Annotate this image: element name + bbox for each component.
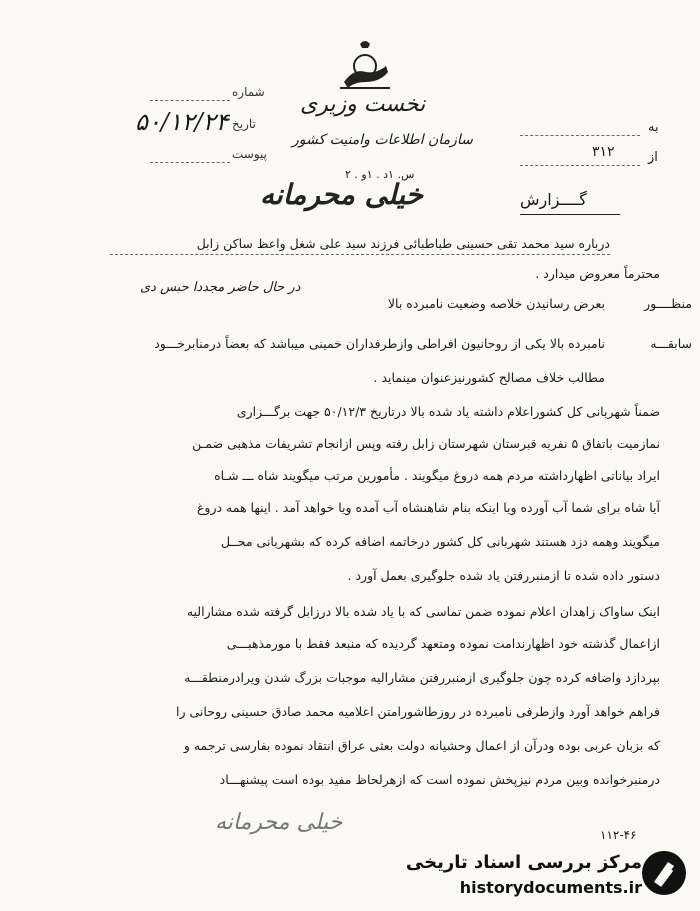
footer-org-name: مرکز بررسی اسناد تاریخی	[405, 852, 642, 873]
from-label: از	[648, 150, 658, 165]
classification-stamp: خیلی محرمانه	[260, 178, 423, 211]
to-label: به	[648, 120, 659, 135]
date-value: ۵۰/۱۲/۲۴	[135, 108, 229, 136]
history-label: سابقـــه	[650, 336, 692, 351]
number-line	[150, 100, 230, 101]
paragraph-line-12: درمنبرخوانده وبین مردم نیزپخش نموده است که ازهرلحاظ مفید بوده است پیشنهـــاد	[219, 772, 660, 787]
page-reference: ۱۱۲-۴۶	[600, 828, 637, 842]
greeting: محترماً معروض میدارد .	[535, 266, 660, 281]
purpose-text: بعرض رسانیدن خلاصه وضعیت نامبرده بالا	[387, 296, 605, 311]
paragraph-line-8: ازاعمال گذشته خود اظهارندامت نموده ومتعهد گردیده که منبعد فقط با مورمذهبـــی	[226, 636, 660, 651]
handwritten-margin-note: در حال حاضر مجددا حبس دی	[140, 280, 301, 295]
classification-stamp-bottom: خیلی محرمانه	[215, 810, 343, 835]
lion-and-sun-emblem-icon	[330, 38, 400, 96]
paragraph-line-9: بپردازد واضافه کرده چون جلوگیری ازمنبررفتن مشارالیه موجبات بزرگ شدن ویرادرمنطقـــه	[184, 670, 660, 685]
paragraph-line-10: فراهم خواهد آورد وازطرفی نامبرده در روزطاشورامتن اعلامیه محمد صادق حسینی روحانی را	[176, 704, 660, 719]
paragraph-line-6: دستور داده شده تا ازمنبررفتن یاد شده جلوگیری بعمل آورد .	[347, 568, 660, 583]
subject-underline	[110, 254, 610, 255]
history-text: نامبرده بالا یکی از روحانیون افراطی وازطرفداران خمینی میباشد که بعضاً درمنابرخـــود	[154, 336, 605, 351]
report-title: گــــزارش	[520, 190, 587, 209]
government-title: نخست وزیری	[300, 92, 426, 117]
history-text-2: مطالب خلاف مصالح کشورنیزعنوان مینماید .	[373, 370, 605, 385]
attachment-line	[150, 162, 230, 163]
report-title-underline	[520, 214, 620, 215]
subject-line: درباره سید محمد تقی حسینی طباطبائی فرزند سید علی شغل واعظ ساکن زابل	[196, 236, 610, 251]
attachment-label: پیوست	[232, 147, 267, 161]
footer-website: historydocuments.ir	[459, 878, 642, 897]
paragraph-line-4: آیا شاه برای شما آب آورده ویا اینکه بنام شاهنشاه آب آمده ویا خواهد آمد . اینها همه دروغ	[196, 500, 660, 515]
paragraph-line-5: میگویند وهمه دزد هستند شهربانی کل کشور درخاتمه اضافه کرده که بشهربانی محــل	[221, 534, 660, 549]
department-code: س. ۱د . ۱و . ۲	[345, 168, 415, 181]
organization-title: سازمان اطلاعات وامنیت کشور	[292, 132, 473, 148]
date-label: تاریخ	[232, 117, 256, 131]
from-line	[520, 165, 640, 166]
paragraph-line-3: ایراد بیاناتی اظهارداشته مردم همه دروغ میگویند . مأمورین مرتب میگویند شاه ـــ شـاه	[214, 468, 660, 483]
purpose-label: منظــــور	[644, 296, 692, 311]
reference-number: ۳۱۲	[592, 144, 615, 160]
center-logo-icon	[640, 848, 688, 898]
to-line	[520, 135, 640, 136]
paragraph-line-11: که بزبان عربی بوده ودرآن از اعمال وحشیانه دولت بعثی عراق انتقاد نموده بفارسی ترجمه و	[183, 738, 660, 753]
paragraph-line-7: اینک ساواک زاهدان اعلام نموده ضمن تماسی که با یاد شده بالا درزابل گرفته شده مشارالیه	[186, 604, 660, 619]
paragraph-line-2: نمازمیت باتفاق ۵ نفربه قبرستان شهرستان زابل رفته وپس ازانجام تشریفات مذهبی ضمـن	[192, 436, 660, 451]
number-label: شماره	[232, 85, 265, 99]
paragraph-line-1: ضمناً شهربانی کل کشوراعلام داشته یاد شده بالا درتاریخ ۵۰/۱۲/۳ جهت برگـــزاری	[236, 404, 660, 419]
